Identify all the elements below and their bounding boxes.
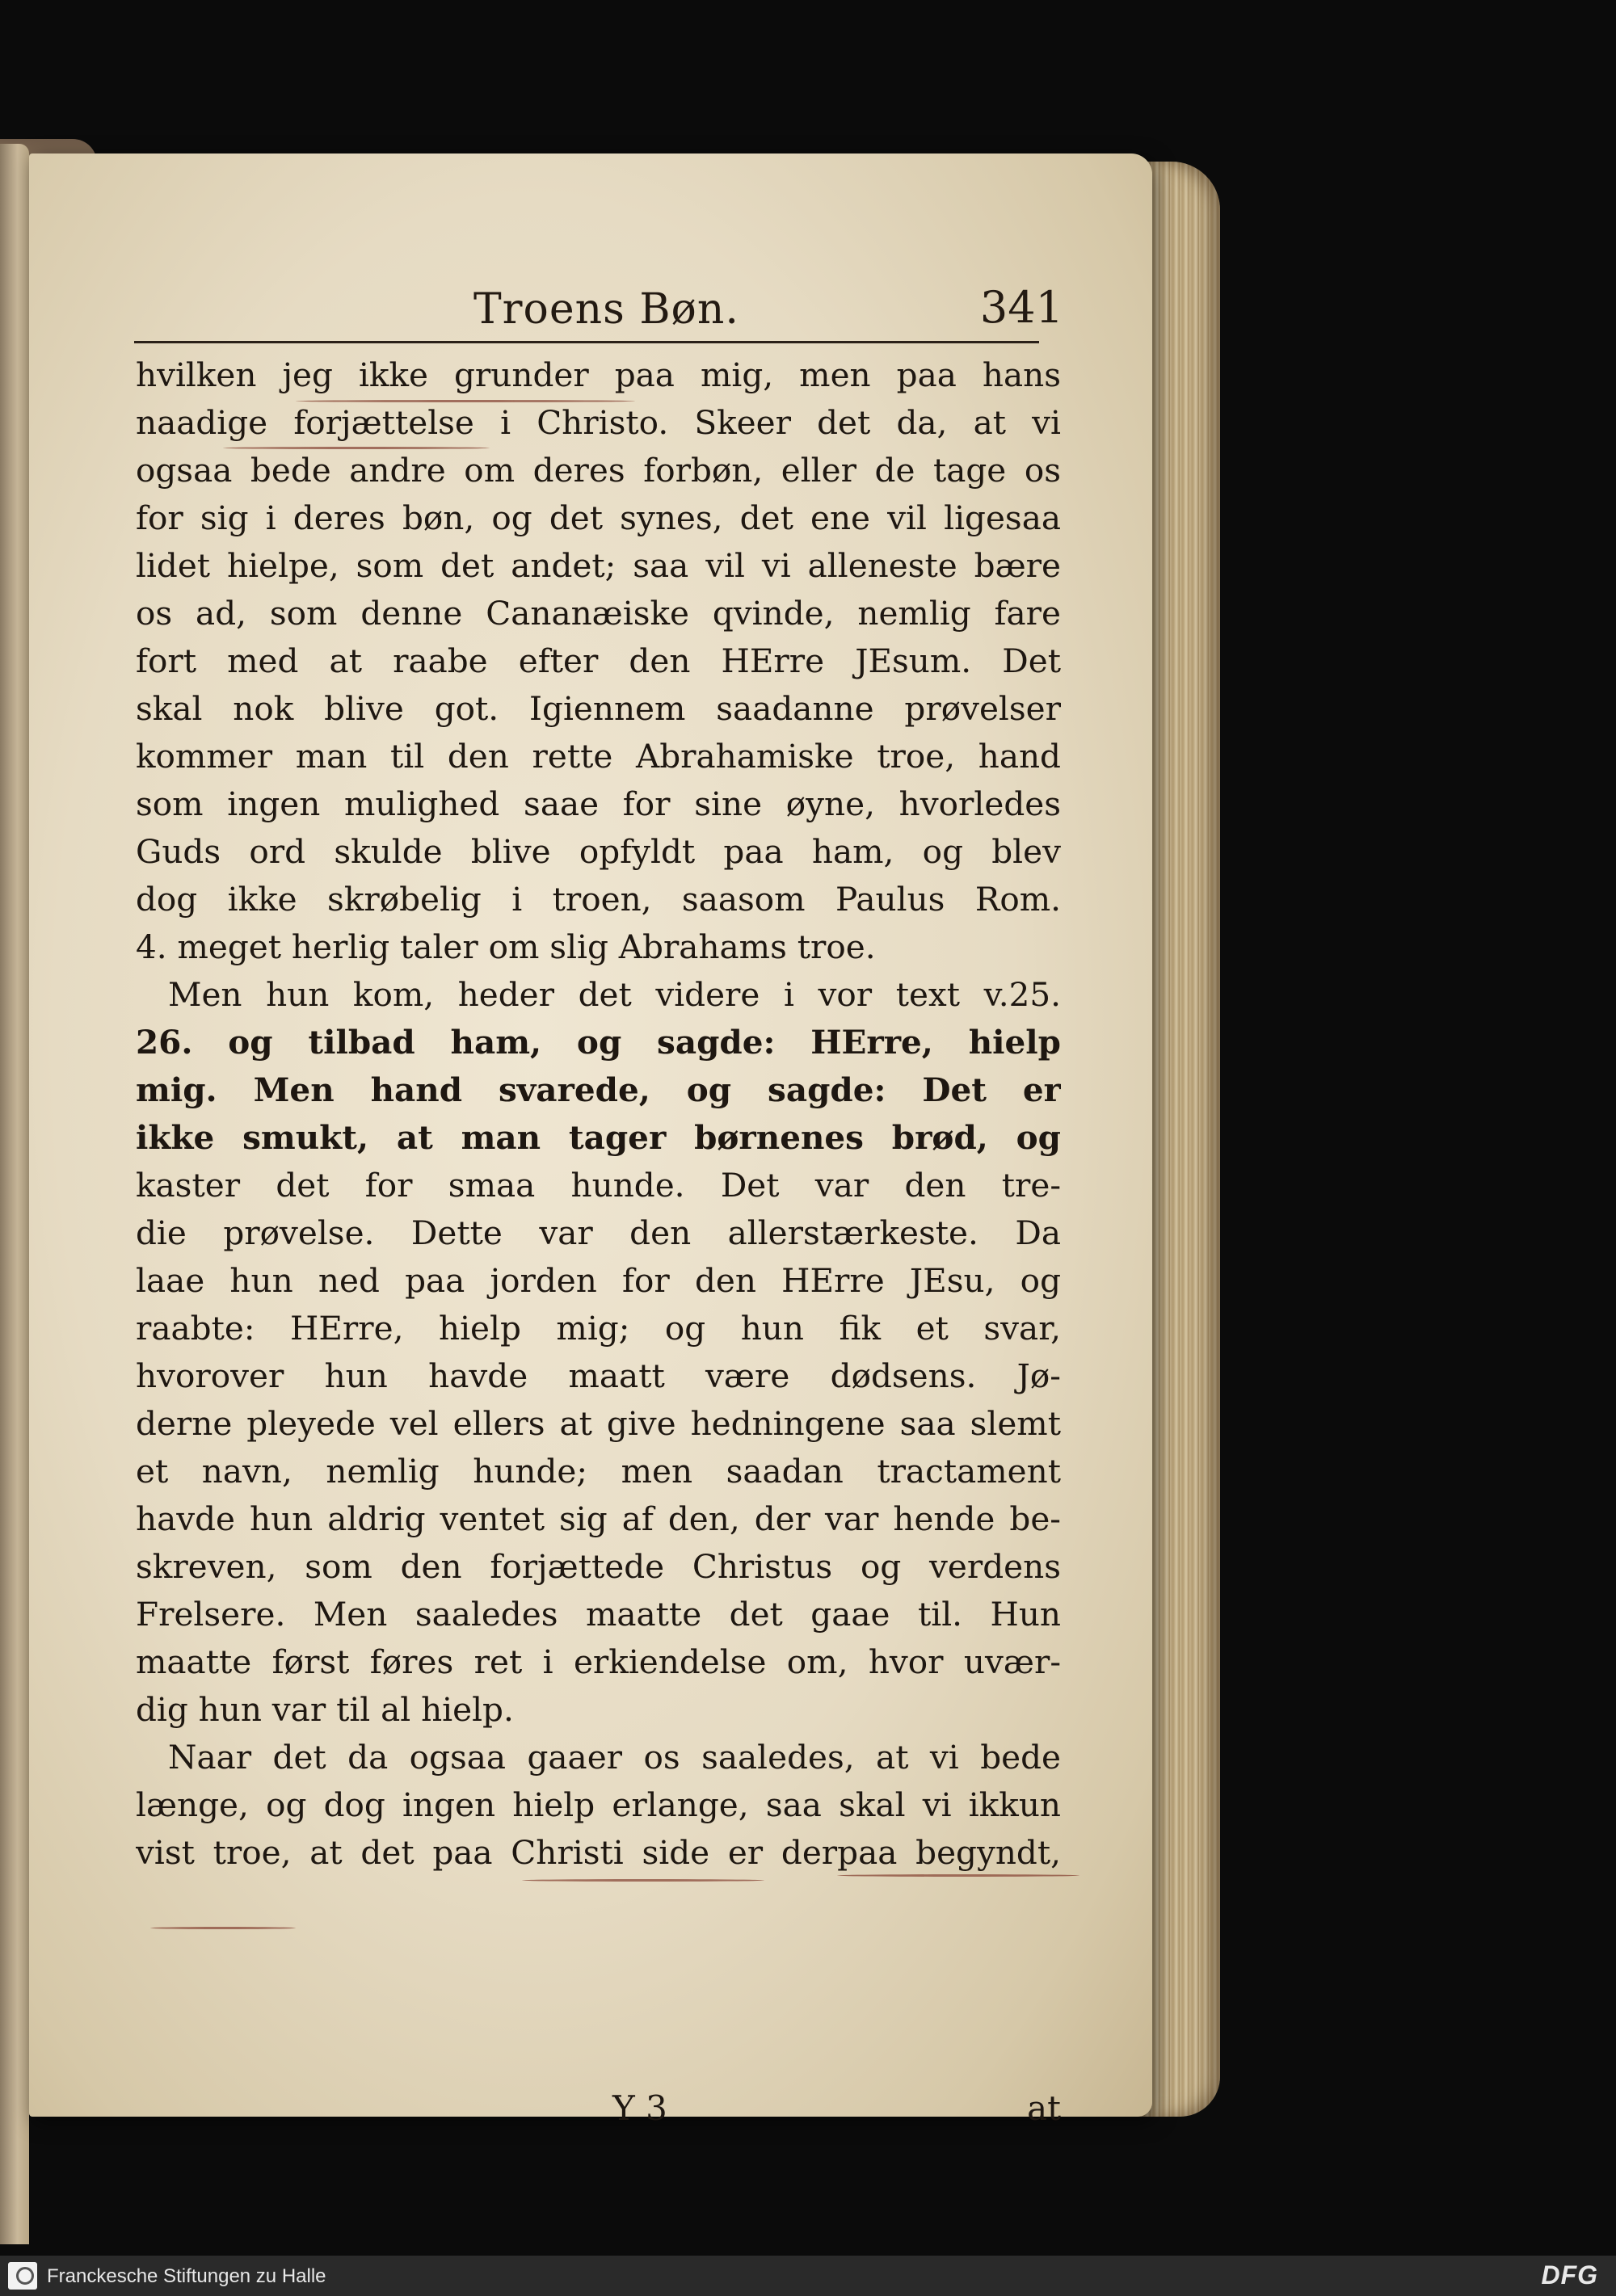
header-rule xyxy=(134,341,1039,343)
text-line: fort med at raabe efter den HErre JEsum. Det xyxy=(136,641,1061,680)
page-header xyxy=(449,271,1063,343)
catch-line xyxy=(136,2088,1061,2137)
text-line: dog ikke skrøbelig i troen, saasom Paulus Rom. xyxy=(136,880,1061,919)
text-line: lidet hielpe, som det andet; saa vil vi alleneste bære xyxy=(136,546,1061,585)
text-line: laae hun ned paa jorden for den HErre JEsu, og xyxy=(136,1261,1061,1300)
text-line: mig. Men hand svarede, og sagde: Det er xyxy=(136,1070,1061,1109)
text-line: die prøvelse. Dette var den allerstærkeste. Da xyxy=(136,1213,1061,1252)
text-line: maatte først føres ret i erkiendelse om, hvor uvær- xyxy=(136,1642,1061,1681)
text-line: 26. og tilbad ham, og sagde: HErre, hielp xyxy=(136,1023,1061,1062)
text-line: havde hun aldrig ventet sig af den, der var hende be- xyxy=(136,1499,1061,1538)
running-title: Troens Bøn. xyxy=(473,285,739,334)
catchword: at xyxy=(1027,2088,1061,2128)
text-line: for sig i deres bøn, og det synes, det ene vil ligesaa xyxy=(136,498,1061,537)
pencil-underline xyxy=(150,1927,296,1929)
pencil-underline xyxy=(522,1879,764,1882)
text-line: skreven, som den forjættede Christus og verdens xyxy=(136,1547,1061,1586)
text-line: et navn, nemlig hunde; men saadan tractament xyxy=(136,1452,1061,1491)
text-line: Men hun kom, heder det videre i vor text v.25. xyxy=(168,975,1061,1014)
page-number: 341 xyxy=(979,282,1063,333)
signature-mark: Y 3 xyxy=(612,2088,667,2128)
pencil-underline xyxy=(223,447,490,449)
body-text xyxy=(136,351,1061,1877)
text-line: hvilken jeg ikke grunder paa mig, men paa hans xyxy=(136,355,1061,394)
text-line: raabte: HErre, hielp mig; og hun fik et svar, xyxy=(136,1309,1061,1348)
text-line: derne pleyede vel ellers at give hedningene saa slemt xyxy=(136,1404,1061,1443)
footer-institution: Franckesche Stiftungen zu Halle xyxy=(47,2265,326,2287)
text-line: 4. meget herlig taler om slig Abrahams troe. xyxy=(136,927,876,966)
dfg-logo: DFG xyxy=(1541,2260,1598,2290)
book-page xyxy=(29,153,1152,2128)
text-line: Guds ord skulde blive opfyldt paa ham, og blev xyxy=(136,832,1061,871)
text-line: dig hun var til al hielp. xyxy=(136,1690,514,1729)
text-line: ikke smukt, at man tager børnenes brød, og xyxy=(136,1118,1061,1157)
text-line: som ingen mulighed saae for sine øyne, hvorledes xyxy=(136,784,1061,823)
text-line: vist troe, at det paa Christi side er derpaa begyndt, xyxy=(136,1833,1061,1872)
text-line: Naar det da ogsaa gaaer os saaledes, at vi bede xyxy=(168,1738,1061,1777)
text-line: naadige forjættelse i Christo. Skeer det da, at vi xyxy=(136,403,1061,442)
text-line: os ad, som denne Cananæiske qvinde, nemlig fare xyxy=(136,594,1061,633)
pencil-underline xyxy=(296,400,635,402)
institution-logo-icon xyxy=(8,2262,37,2290)
text-line: Frelsere. Men saaledes maatte det gaae til. Hun xyxy=(136,1595,1061,1634)
text-line: skal nok blive got. Igiennem saadanne prøvelser xyxy=(136,689,1061,728)
text-line: længe, og dog ingen hielp erlange, saa skal vi ikkun xyxy=(136,1785,1061,1824)
text-line: kommer man til den rette Abrahamiske troe, hand xyxy=(136,737,1061,776)
text-line: hvorover hun havde maatt være dødsens. Jø- xyxy=(136,1356,1061,1395)
text-line: ogsaa bede andre om deres forbøn, eller de tage os xyxy=(136,451,1061,490)
pencil-underline xyxy=(837,1874,1079,1877)
text-line: kaster det for smaa hunde. Det var den tre- xyxy=(136,1166,1061,1205)
footer-bar xyxy=(0,2256,1616,2296)
facing-page-edge xyxy=(0,144,29,2244)
